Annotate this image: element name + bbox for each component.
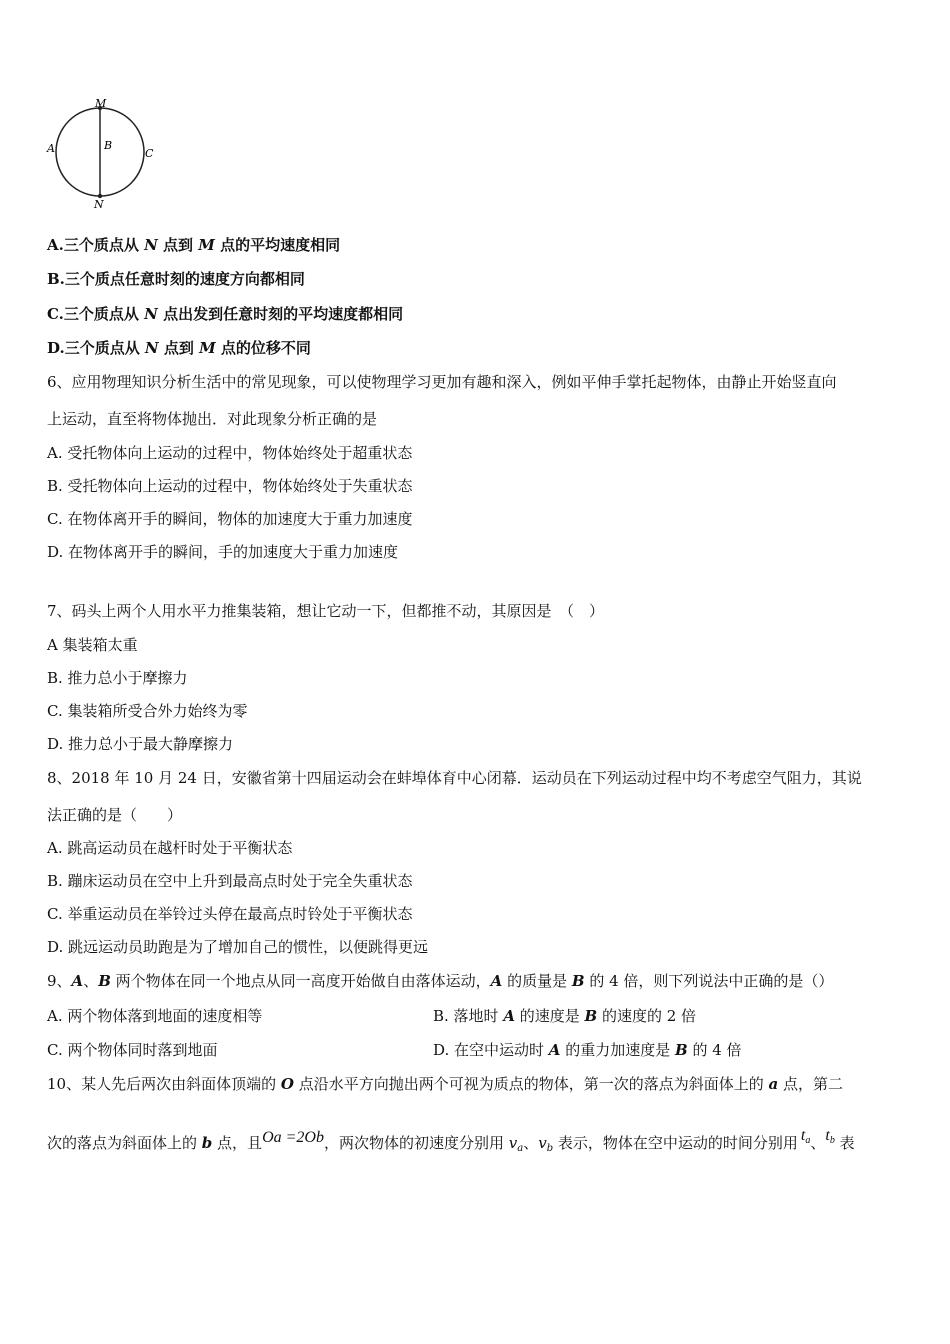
label-b: B xyxy=(104,139,113,152)
q10-va: v xyxy=(508,1134,518,1152)
q10-dun: 、 xyxy=(523,1134,539,1152)
q10-tb xyxy=(825,1127,834,1144)
q6-option-d: D. 在物体离开手的瞬间，手的加速度大于重力加速度 xyxy=(47,543,399,561)
q5c-pre: C.三个质点从 xyxy=(47,305,145,323)
q9-b: B xyxy=(98,972,111,990)
q10-b: b xyxy=(201,1134,213,1152)
q10-ta-letter: t xyxy=(800,1127,806,1144)
q9-t2: 的质量是 xyxy=(502,972,572,990)
label-a: A xyxy=(47,142,55,155)
q6-option-b: B. 受托物体向上运动的过程中，物体始终处于失重状态 xyxy=(47,477,413,495)
q8-option-b: B. 蹦床运动员在空中上升到最高点时处于完全失重状态 xyxy=(47,872,413,890)
q10-va-sub: a xyxy=(517,1143,524,1154)
label-n: N xyxy=(94,198,104,211)
q9-option-c: C. 两个物体同时落到地面 xyxy=(47,1041,218,1059)
q5-option-b: B.三个质点任意时刻的速度方向都相同 xyxy=(47,270,305,288)
q10-o: O xyxy=(280,1075,294,1093)
q10-vb-sub: b xyxy=(546,1143,554,1154)
q5c-n: N xyxy=(144,305,158,323)
q9-t3: 的 4 倍，则下列说法中正确的是（） xyxy=(584,972,834,990)
q10-l1-mid: 点沿水平方向抛出两个可视为质点的物体，第一次的落点为斜面体上的 xyxy=(293,1075,769,1093)
q9-option-b xyxy=(433,1006,696,1026)
q7-option-d: D. 推力总小于最大静摩擦力 xyxy=(47,735,234,753)
q9-option-a: A. 两个物体落到地面的速度相等 xyxy=(47,1007,263,1025)
q8-option-c: C. 举重运动员在举铃过头停在最高点时铃处于平衡状态 xyxy=(47,905,413,923)
q10-l2-pre: 次的落点为斜面体上的 xyxy=(47,1134,202,1152)
q9-num: 9、 xyxy=(47,972,72,990)
q5c-post: 点出发到任意时刻的平均速度都相同 xyxy=(157,305,404,323)
q5a-n: N xyxy=(144,236,158,254)
q10-l2-mid: 点，且 xyxy=(212,1134,263,1152)
q9d-mid: 的重力加速度是 xyxy=(560,1041,675,1059)
q10-ta xyxy=(801,1127,810,1144)
q7-option-a: A 集装箱太重 xyxy=(47,636,138,654)
q9b-post: 的速度的 2 倍 xyxy=(597,1007,697,1025)
q8-option-a: A. 跳高运动员在越杆时处于平衡状态 xyxy=(47,839,293,857)
label-m: M xyxy=(95,97,107,110)
q5d-mid: 点到 xyxy=(158,339,200,357)
q9-a: A xyxy=(71,972,84,990)
q6-stem-line1: 6、应用物理知识分析生活中的常见现象，可以使物理学习更加有趣和深入，例如平伸手掌托起物体，由静止开始竖直向 xyxy=(47,373,837,391)
q10-l2-post: 表 xyxy=(834,1134,855,1152)
q6-option-a: A. 受托物体向上运动的过程中，物体始终处于超重状态 xyxy=(47,444,413,462)
q5d-pre: D.三个质点从 xyxy=(47,339,145,357)
q9-sep: 、 xyxy=(83,972,99,990)
q10-ta-sub: a xyxy=(805,1135,811,1146)
q9d-a: A xyxy=(548,1041,561,1059)
q10-tb-sub: b xyxy=(829,1135,835,1146)
q5d-post: 点的位移不同 xyxy=(215,339,311,357)
q10-l1-pre: 10、某人先后两次由斜面体顶端的 xyxy=(47,1075,281,1093)
q5a-m: M xyxy=(198,236,215,254)
q9b-a: A xyxy=(503,1007,515,1025)
q9-stem xyxy=(47,971,833,991)
q9b-b: B xyxy=(584,1007,598,1025)
q10-a: a xyxy=(768,1075,779,1093)
q10-stem-line1 xyxy=(47,1074,843,1094)
q5a-pre: A.三个质点从 xyxy=(47,236,145,254)
q7-option-c: C. 集装箱所受合外力始终为零 xyxy=(47,702,248,720)
q8-option-d: D. 跳远运动员助跑是为了增加自己的惯性，以便跳得更远 xyxy=(47,938,429,956)
q9-t1: 两个物体在同一个地点从同一高度开始做自由落体运动， xyxy=(110,972,491,990)
q10-l2-mid3: 表示，物体在空中运动的时间分别用 xyxy=(553,1134,798,1152)
q10-stem-line2 xyxy=(47,1127,855,1159)
q5-option-a xyxy=(47,235,340,255)
q9b-mid: 的速度是 xyxy=(514,1007,585,1025)
q10-l1-post: 点，第二 xyxy=(778,1075,843,1093)
q5a-mid: 点到 xyxy=(157,236,199,254)
q10-vb: v xyxy=(538,1134,547,1152)
label-c: C xyxy=(145,147,154,160)
q9d-b: B xyxy=(674,1041,688,1059)
q5d-m: M xyxy=(199,339,216,357)
q6-option-c: C. 在物体离开手的瞬间，物体的加速度大于重力加速度 xyxy=(47,510,413,528)
q9b-pre: B. 落地时 xyxy=(433,1007,504,1025)
q10-equation: Oa =2Ob xyxy=(262,1129,324,1146)
q9-a2: A xyxy=(490,972,503,990)
q8-stem-line1: 8、2018 年 10 月 24 日，安徽省第十四届运动会在蚌埠体育中心闭幕．运动员在下列运动过程中均不考虑空气阻力，其说 xyxy=(47,769,862,787)
q9d-post: 的 4 倍 xyxy=(687,1041,742,1059)
q9-b2: B xyxy=(571,972,585,990)
q7-stem: 7、码头上两个人用水平力推集装箱，想让它动一下，但都推不动，其原因是 （ ） xyxy=(47,602,605,620)
q7-option-b: B. 推力总小于摩擦力 xyxy=(47,669,188,687)
q5d-n: N xyxy=(144,339,159,357)
q9d-pre: D. 在空中运动时 xyxy=(433,1041,549,1059)
q5-option-c xyxy=(47,304,403,324)
q9-option-d xyxy=(433,1040,742,1060)
q10-tb-letter: t xyxy=(825,1127,830,1144)
circle-diagram xyxy=(40,96,170,216)
q5a-post: 点的平均速度相同 xyxy=(214,236,341,254)
q5-option-d xyxy=(47,338,311,358)
q10-l2-mid2: ，两次物体的初速度分别用 xyxy=(323,1134,509,1152)
q8-stem-line2: 法正确的是（ ） xyxy=(47,806,183,824)
q10-dun2: 、 xyxy=(810,1134,826,1152)
q6-stem-line2: 上运动，直至将物体抛出．对此现象分析正确的是 xyxy=(47,410,378,428)
